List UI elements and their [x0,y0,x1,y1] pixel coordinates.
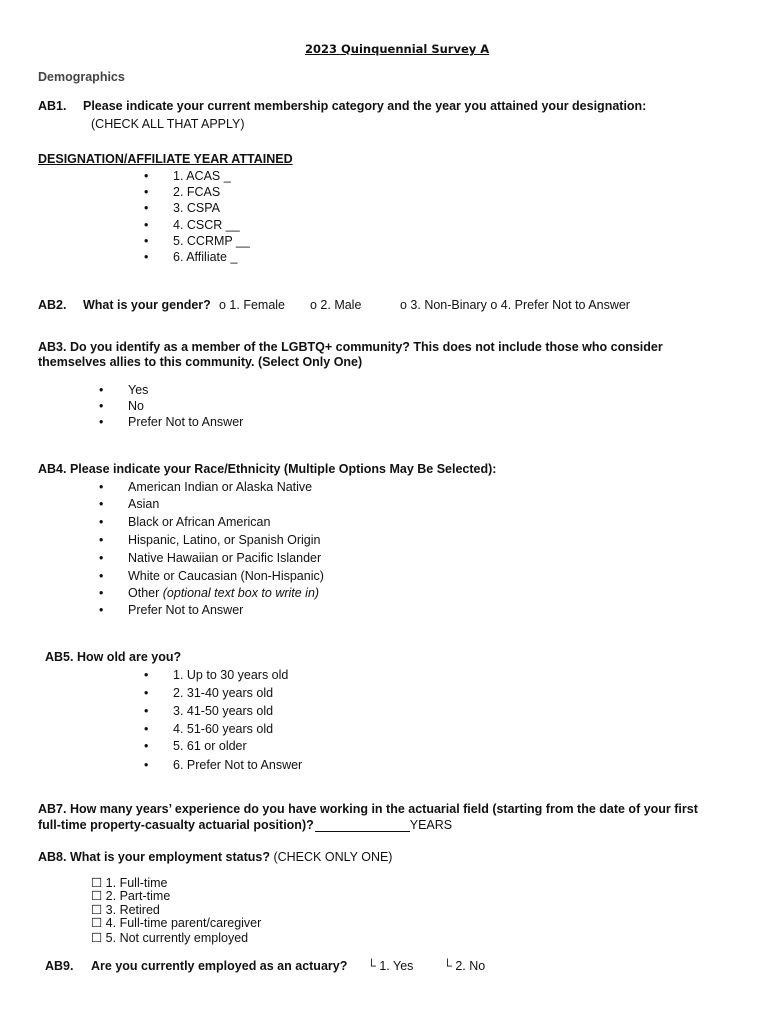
ab4-option-american-indian[interactable]: • American Indian or Alaska Native [128,480,312,494]
ab1-option-affiliate[interactable]: • 6. Affiliate _ [173,250,237,264]
ab1-option-fcas[interactable]: • 2. FCAS [173,185,220,199]
ab5-option-41-50[interactable]: • 3. 41-50 years old [173,704,273,718]
ab8-option-retired[interactable]: ☐ 3. Retired [91,903,160,917]
ab4-option-hispanic[interactable]: • Hispanic, Latino, or Spanish Origin [128,533,320,547]
ab7-years-unit: YEARS [409,818,453,832]
ab8-note: (CHECK ONLY ONE) [273,850,393,864]
ab8-option-full-time[interactable]: ☐ 1. Full-time [91,876,168,890]
ab9-number: AB9. [45,959,74,973]
ab1-option-acas[interactable]: • 1. ACAS _ [173,169,231,183]
ab3-option-no[interactable]: • No [128,399,144,413]
ab1-option-ccrmp[interactable]: • 5. CCRMP __ [173,234,250,248]
ab1-table-header: DESIGNATION/AFFILIATE YEAR ATTAINED [38,152,293,166]
ab5-option-51-60[interactable]: • 4. 51-60 years old [173,722,273,736]
ab1-note: (CHECK ALL THAT APPLY) [91,117,245,131]
ab9-question: Are you currently employed as an actuary? [91,959,348,973]
ab5-option-up-to-30[interactable]: • 1. Up to 30 years old [173,668,288,682]
ab8-option-part-time[interactable]: ☐ 2. Part-time [91,889,171,903]
ab1-number: AB1. [38,99,67,113]
ab3-option-yes[interactable]: • Yes [128,383,148,397]
ab4-option-white[interactable]: • White or Caucasian (Non-Hispanic) [128,569,324,583]
ab3-question-line2: themselves allies to this community. (Select Only One) [38,355,363,369]
ab4-option-other[interactable] [128,586,319,600]
ab3-question-line1: AB3. Do you identify as a member of the LGBTQ+ community? This does not include those who consider [38,340,663,354]
ab2-number: AB2. [38,298,67,312]
ab7-question-line2-row [38,818,452,832]
ab4-other-label: Other [128,586,160,600]
ab2-option-female[interactable]: o 1. Female [219,298,286,312]
ab5-question: AB5. How old are you? [45,650,182,664]
ab2-option-nonbinary-prefer-not[interactable]: o 3. Non-Binary o 4. Prefer Not to Answer [400,298,630,312]
ab1-option-cspa[interactable]: • 3. CSPA [173,201,220,215]
section-heading: Demographics [38,70,125,84]
ab1-question: Please indicate your current membership category and the year you attained your designation: [83,99,647,113]
ab5-option-61-plus[interactable]: • 5. 61 or older [173,739,247,753]
ab4-option-asian[interactable]: • Asian [128,497,159,511]
ab7-question-line1: AB7. How many years’ experience do you have working in the actuarial field (starting from the date of your first [38,802,698,816]
ab8-option-parent-caregiver[interactable]: ☐ 4. Full-time parent/caregiver [91,916,262,930]
ab3-option-prefer-not[interactable]: • Prefer Not to Answer [128,415,243,429]
ab7-years-input[interactable] [315,819,410,832]
ab8-question: AB8. What is your employment status? [38,850,270,864]
ab4-other-note: (optional text box to write in) [162,586,320,600]
ab4-option-prefer-not[interactable]: • Prefer Not to Answer [128,603,243,617]
ab8-question-row [38,850,392,864]
page-title: 2023 Quinquennial Survey A [305,42,490,56]
ab2-question: What is your gender? [83,298,211,312]
ab4-option-black[interactable]: • Black or African American [128,515,270,529]
ab4-option-native-hawaiian[interactable]: • Native Hawaiian or Pacific Islander [128,551,321,565]
ab4-question: AB4. Please indicate your Race/Ethnicity (Multiple Options May Be Selected): [38,462,497,476]
ab5-option-prefer-not[interactable]: • 6. Prefer Not to Answer [173,758,302,772]
ab8-option-not-employed[interactable]: ☐ 5. Not currently employed [91,931,249,945]
ab2-option-male[interactable]: o 2. Male [310,298,362,312]
ab7-question-line2: full-time property-casualty actuarial position)? [38,818,314,832]
ab9-option-yes[interactable]: └ 1. Yes [367,959,414,973]
ab9-option-no[interactable]: └ 2. No [443,959,486,973]
ab5-option-31-40[interactable]: • 2. 31-40 years old [173,686,273,700]
ab1-option-cscr[interactable]: • 4. CSCR __ [173,218,240,232]
